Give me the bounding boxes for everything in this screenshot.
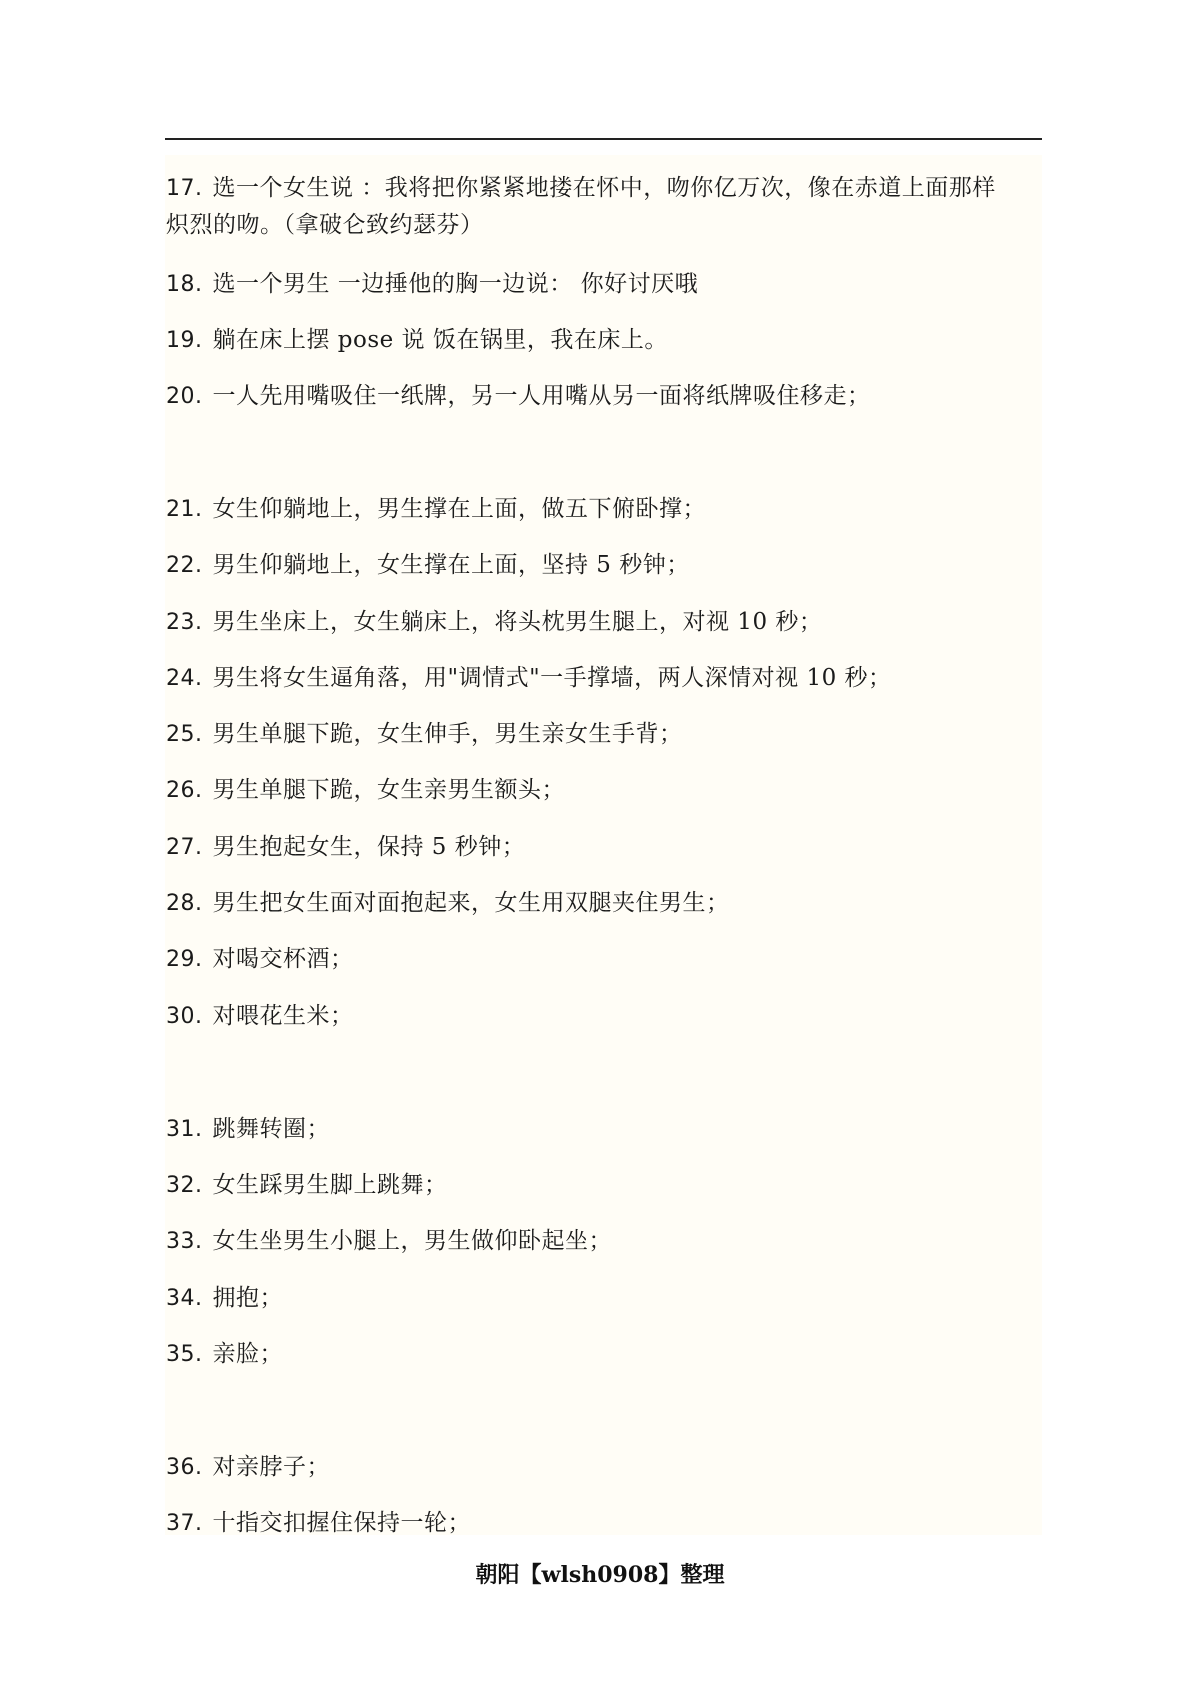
list-item [166, 998, 1046, 1035]
item-text: 男生仰躺地上，女生撑在上面，坚持 5 秒钟； [212, 552, 690, 578]
item-text: 男生抱起女生，保持 5 秒钟； [212, 834, 526, 860]
item-number: 29. [166, 947, 203, 972]
item-number: 28. [166, 891, 203, 916]
item-text: 拥抱； [212, 1285, 283, 1311]
list-item [166, 604, 1046, 641]
item-text: 女生坐男生小腿上，男生做仰卧起坐； [212, 1228, 612, 1254]
item-number: 19. [166, 328, 203, 353]
list-item [166, 1449, 1046, 1486]
list-item [166, 266, 1046, 303]
list-item [166, 491, 1046, 528]
list-item [166, 547, 1046, 584]
list-item [166, 1111, 1046, 1148]
list-item [166, 322, 1046, 359]
item-text: 女生踩男生脚上跳舞； [212, 1172, 448, 1198]
item-number: 25. [166, 722, 203, 747]
item-number: 37. [166, 1511, 203, 1536]
item-text: 男生把女生面对面抱起来，女生用双腿夹住男生； [212, 890, 730, 916]
list-item [166, 716, 1046, 753]
item-text: 对喝交杯酒； [212, 946, 354, 972]
item-number: 30. [166, 1004, 203, 1029]
item-text: 一人先用嘴吸住一纸牌，另一人用嘴从另一面将纸牌吸住移走； [212, 383, 871, 409]
item-number: 24. [166, 666, 203, 691]
item-number: 23. [166, 610, 203, 635]
item-text: 选一个男生 一边捶他的胸一边说： 你好讨厌哦 [212, 271, 699, 297]
list-item [166, 1167, 1046, 1204]
item-text: 选一个女生说 ：我将把你紧紧地搂在怀中，吻你亿万次，像在赤道上面那样 [212, 175, 996, 201]
item-text: 男生单腿下跪，女生亲男生额头； [212, 777, 565, 803]
item-text: 亲脸； [212, 1341, 283, 1367]
item-number: 31. [166, 1117, 203, 1142]
item-number: 33. [166, 1229, 203, 1254]
item-number: 22. [166, 553, 203, 578]
list-item [166, 885, 1046, 922]
list-item [166, 1505, 1046, 1542]
item-number: 34. [166, 1286, 203, 1311]
item-number: 27. [166, 835, 203, 860]
list-item [166, 1280, 1046, 1317]
list-item [166, 170, 1046, 244]
item-text-continued: 炽烈的吻。（拿破仑致约瑟芬） [166, 212, 484, 238]
item-text: 女生仰躺地上，男生撑在上面，做五下俯卧撑； [212, 496, 706, 522]
list-item [166, 660, 1046, 697]
list-item [166, 829, 1046, 866]
item-number: 20. [166, 384, 203, 409]
item-text: 十指交扣握住保持一轮； [212, 1510, 471, 1536]
list-item [166, 1223, 1046, 1260]
item-text: 跳舞转圈； [212, 1116, 330, 1142]
item-number: 36. [166, 1455, 203, 1480]
item-number: 21. [166, 497, 203, 522]
item-text: 男生单腿下跪，女生伸手，男生亲女生手背； [212, 721, 683, 747]
header-rule [165, 138, 1042, 140]
item-number: 32. [166, 1173, 203, 1198]
list-item [166, 772, 1046, 809]
item-text: 男生将女生逼角落，用"调情式"一手撑墙，两人深情对视 10 秒； [212, 665, 892, 691]
footer-credit: 朝阳【wlsh0908】整理 [475, 1562, 725, 1588]
item-number: 26. [166, 778, 203, 803]
item-text: 躺在床上摆 pose 说 饭在锅里，我在床上。 [212, 327, 668, 353]
item-number: 35. [166, 1342, 203, 1367]
item-text: 对喂花生米； [212, 1003, 354, 1029]
item-number: 17. [166, 176, 203, 201]
item-text: 男生坐床上，女生躺床上，将头枕男生腿上，对视 10 秒； [212, 609, 823, 635]
list-item [166, 1336, 1046, 1373]
item-number: 18. [166, 272, 203, 297]
item-text: 对亲脖子； [212, 1454, 330, 1480]
list-item [166, 941, 1046, 978]
list-item [166, 378, 1046, 415]
